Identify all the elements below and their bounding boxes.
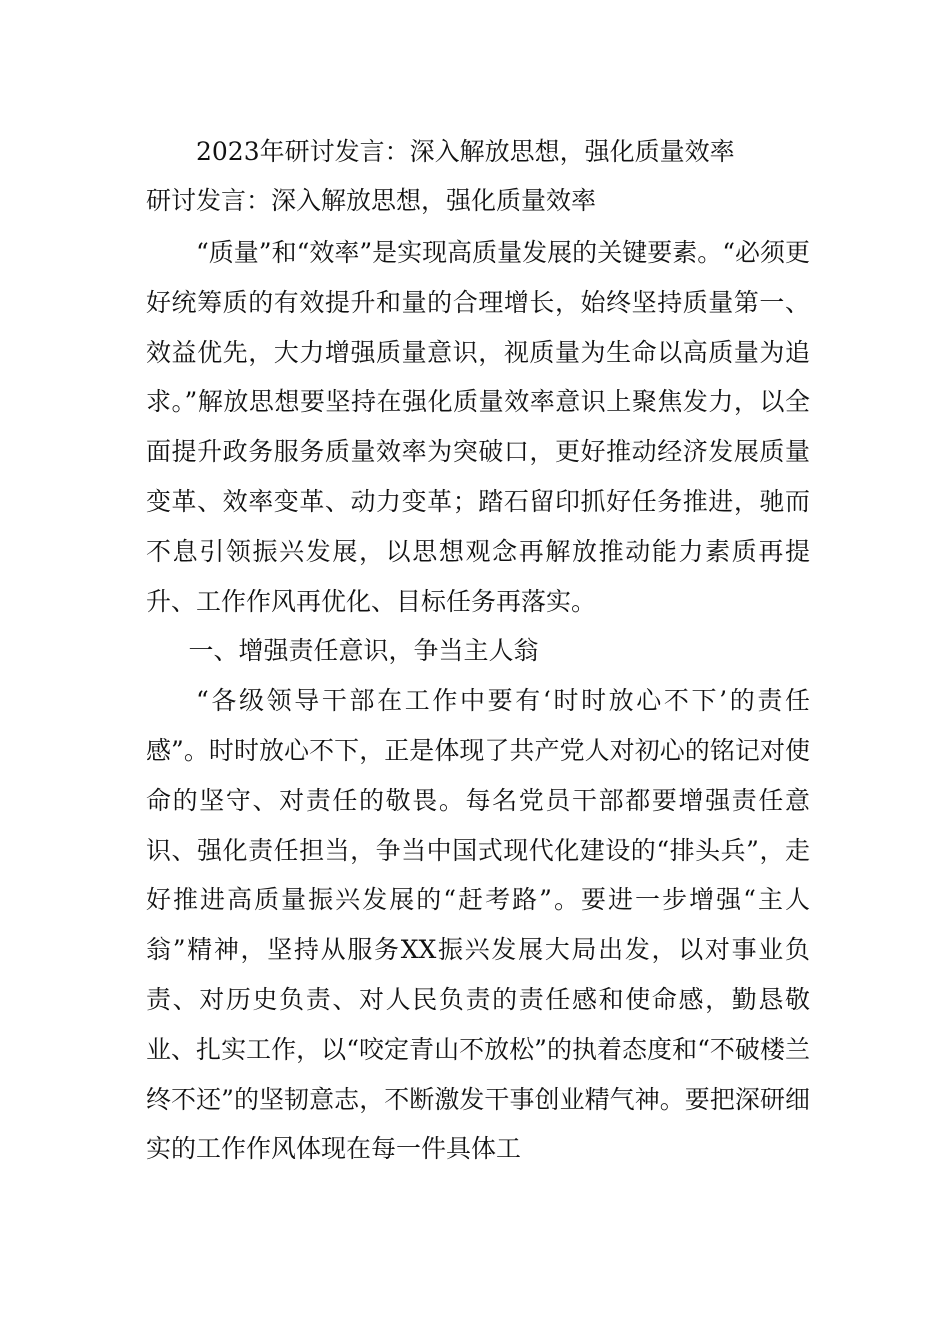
document-subtitle: 研讨发言：深入解放思想，强化质量效率 <box>146 186 597 215</box>
paragraph-intro: “质量”和“效率”是实现高质量发展的关键要素。“必须更好统筹质的有效提升和量的合理增长，始终坚持质量第一、效益优先，大力增强质量意识，视质量为生命以高质量为追求。”解放思想要坚持在强化质量效率意识上聚焦发力，以全面提升政务服务质量效率为突破口，更好推动经济发展质量变革、效率变革、动力变革；踏石留印抓好任务推进，驰而不息引领振兴发展，以思想观念再解放推动能力素质再提升、工作作风再优化、目标任务再落实。 <box>146 238 810 616</box>
section-heading-1: 一、增强责任意识，争当主人翁 <box>188 636 539 666</box>
paragraph-section-1: “各级领导干部在工作中要有‘时时放心不下’的责任感”。时时放心不下，正是体现了共产党人对初心的铭记对使命的坚守、对责任的敬畏。每名党员干部都要增强责任意识、强化责任担当，争当中国式现代化建设的“排头兵”，走好推进高质量振兴发展的“赶考路”。要进一步增强“主人翁”精神，坚持从服务XX振兴发展大局出发，以对事业负责、对历史负责、对人民负责的责任感和使命感，勤恳敬业、扎实工作，以“咬定青山不放松”的执着态度和“不破楼兰终不还”的坚韧意志，不断激发干事创业精气神。要把深研细实的工作作风体现在每一件具体工 <box>146 686 810 1164</box>
document-title: 2023年研讨发言：深入解放思想，强化质量效率 <box>196 137 735 166</box>
document-body <box>146 228 810 1174</box>
